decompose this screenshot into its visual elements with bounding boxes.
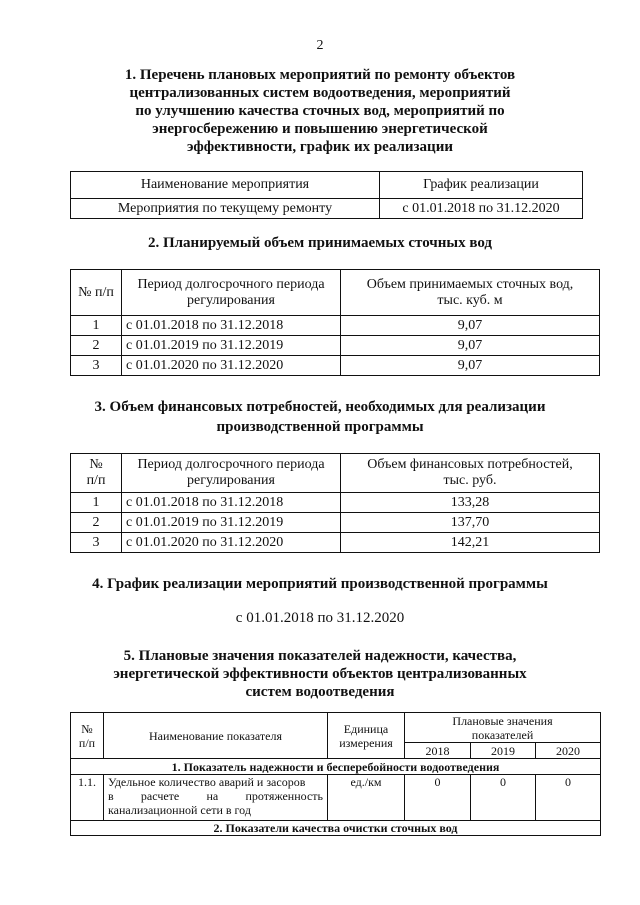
header-financial-line: Объем финансовых потребностей, [367, 457, 573, 472]
section1-title-line: по улучшению качества сточных вод, мероприятий по [135, 103, 505, 119]
table-group-row [71, 759, 601, 775]
header-unit-line: измерения [339, 735, 393, 750]
header-plan-line: Плановые значения [452, 713, 553, 728]
table-row [71, 775, 601, 821]
table-group-row [71, 821, 601, 836]
header-number-line: № [81, 721, 93, 736]
indicator-name-word: на [206, 789, 219, 803]
section3-title-line: производственной программы [216, 419, 424, 435]
section1-table [70, 171, 583, 219]
activity-name-cell: Мероприятия по текущему ремонту [71, 199, 380, 219]
section4-period: с 01.01.2018 по 31.12.2020 [235, 610, 405, 626]
table-row [71, 356, 600, 376]
section5-title-line: 5. Плановые значения показателей надежности, качества, [123, 648, 517, 664]
schedule-cell: с 01.01.2018 по 31.12.2020 [380, 199, 583, 219]
row-number: 1.1. [71, 775, 104, 821]
section1-title-line: энергосбережению и повышению энергетической [152, 121, 488, 137]
header-volume [341, 270, 600, 316]
header-number-line: № [89, 457, 103, 472]
indicator-name-word: протяженность [245, 789, 323, 803]
value-2018-cell: 0 [405, 775, 471, 821]
section4-title: 4. График реализации мероприятий производственной программы [92, 576, 548, 592]
table-row [71, 533, 600, 553]
value-2019-cell: 0 [471, 775, 536, 821]
header-number-line: п/п [78, 735, 96, 750]
financial-cell: 142,21 [341, 533, 600, 553]
header-financial-line: тыс. руб. [443, 473, 497, 488]
row-number: 2 [71, 513, 122, 533]
period-cell: с 01.01.2020 по 31.12.2020 [122, 356, 341, 376]
section3-title [0, 397, 640, 437]
indicator-name-word: в [108, 789, 114, 803]
section5-title-line: энергетической эффективности объектов централизованных [113, 666, 527, 682]
volume-cell: 9,07 [341, 336, 600, 356]
indicator-name-word: расчете [140, 789, 180, 803]
section5-title-line: систем водоотведения [245, 684, 395, 700]
header-number-line: п/п [86, 473, 106, 488]
group-treatment-quality: 2. Показатели качества очистки сточных вод [71, 821, 601, 836]
financial-cell: 133,28 [341, 493, 600, 513]
row-number: 1 [71, 316, 122, 336]
table-header-row [71, 172, 583, 199]
header-unit-line: Единица [343, 721, 389, 736]
section1-title-line: эффективности, график их реализации [187, 139, 453, 155]
table-header-row [71, 270, 600, 316]
table-row [71, 336, 600, 356]
volume-cell: 9,07 [341, 356, 600, 376]
table-header-row [71, 454, 600, 493]
table-header-row [71, 713, 601, 743]
group-reliability: 1. Показатель надежности и бесперебойности водоотведения [71, 759, 601, 775]
header-volume-line: Объем принимаемых сточных вод, [366, 276, 574, 292]
row-number: 3 [71, 356, 122, 376]
page-number: 2 [316, 38, 324, 53]
section5-title [0, 647, 640, 701]
section2-title: 2. Планируемый объем принимаемых сточных вод [147, 235, 493, 251]
section2-table [70, 269, 600, 376]
row-number: 1 [71, 493, 122, 513]
section3-title-line: 3. Объем финансовых потребностей, необходимых для реализации [94, 399, 546, 415]
header-schedule: График реализации [380, 172, 583, 199]
header-indicator-name: Наименование показателя [104, 713, 328, 759]
value-2020-cell: 0 [536, 775, 601, 821]
table-row [71, 493, 600, 513]
header-period [122, 270, 341, 316]
header-period-line: Период долгосрочного периода [137, 276, 325, 292]
volume-cell: 9,07 [341, 316, 600, 336]
row-number: 2 [71, 336, 122, 356]
period-cell: с 01.01.2019 по 31.12.2019 [122, 336, 341, 356]
header-number: № п/п [71, 270, 122, 316]
indicator-name-line: канализационной сети в год [108, 803, 251, 817]
header-unit [328, 713, 405, 759]
section5-table [70, 712, 601, 836]
period-cell: с 01.01.2019 по 31.12.2019 [122, 513, 341, 533]
indicator-name-line: Удельное количество аварий и засоров [108, 775, 306, 789]
header-financial-needs [341, 454, 600, 493]
header-number [71, 713, 104, 759]
section1-title-line: 1. Перечень плановых мероприятий по ремонту объектов [124, 67, 516, 83]
table-row [71, 199, 583, 219]
header-year-2019: 2019 [471, 743, 536, 759]
table-row [71, 513, 600, 533]
indicator-name-line [108, 789, 323, 803]
header-period-line: регулирования [187, 473, 275, 488]
header-year-2018: 2018 [405, 743, 471, 759]
period-cell: с 01.01.2020 по 31.12.2020 [122, 533, 341, 553]
header-number [71, 454, 122, 493]
header-plan-line: показателей [471, 727, 534, 742]
section1-title-line: централизованных систем водоотведения, мероприятий [129, 85, 511, 101]
unit-cell: ед./км [328, 775, 405, 821]
indicator-name-cell [104, 775, 328, 821]
header-period-line: Период долгосрочного периода [137, 457, 325, 472]
header-plan-values [405, 713, 601, 743]
section1-title [0, 66, 640, 156]
header-period-line: регулирования [187, 292, 275, 308]
period-cell: с 01.01.2018 по 31.12.2018 [122, 493, 341, 513]
period-cell: с 01.01.2018 по 31.12.2018 [122, 316, 341, 336]
table-row [71, 316, 600, 336]
header-volume-line: тыс. куб. м [437, 292, 503, 308]
row-number: 3 [71, 533, 122, 553]
financial-cell: 137,70 [341, 513, 600, 533]
header-activity-name: Наименование мероприятия [71, 172, 380, 199]
section3-table [70, 453, 600, 553]
header-period [122, 454, 341, 493]
header-year-2020: 2020 [536, 743, 601, 759]
